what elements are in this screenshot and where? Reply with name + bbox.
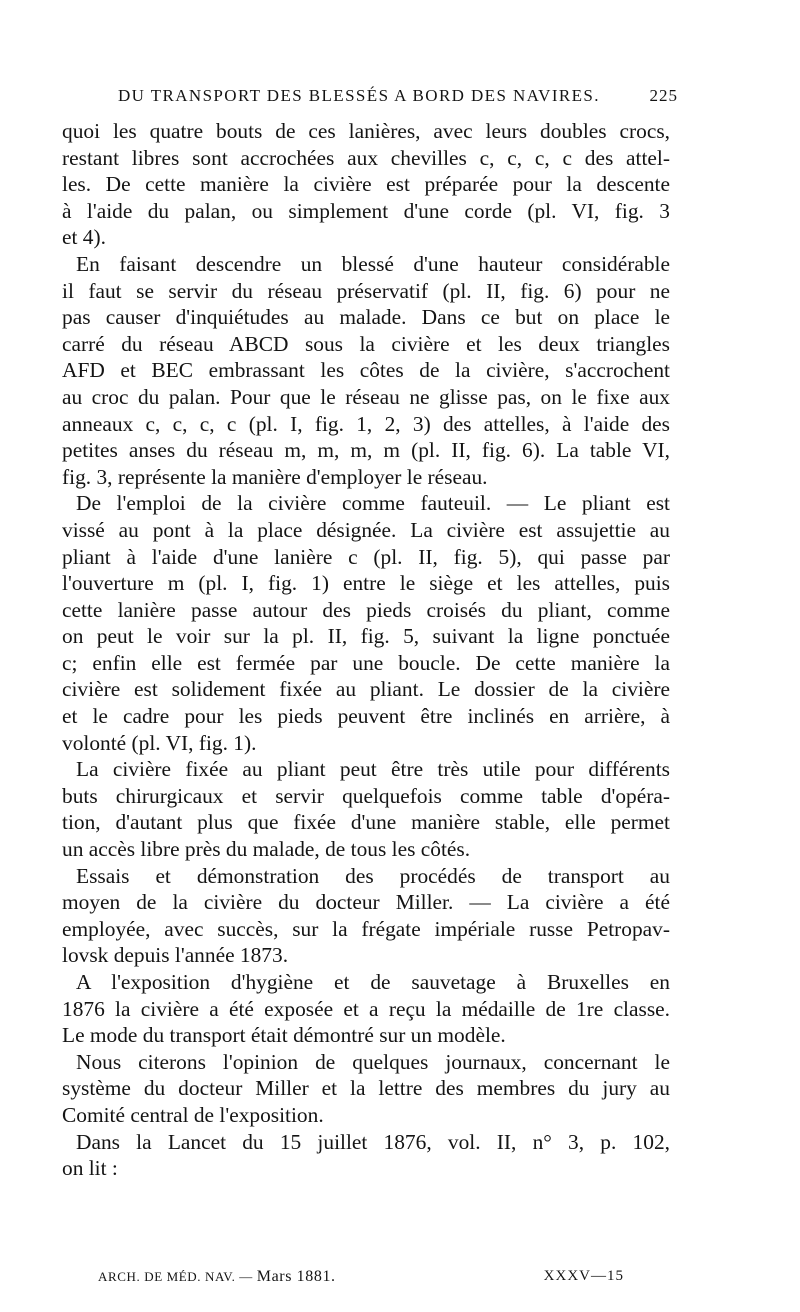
text-line: Comité central de l'exposition.: [62, 1102, 324, 1127]
text-line: La civière fixée au pliant peut être très utile pour différents: [76, 757, 670, 782]
text-line: un accès libre près du malade, de tous les côtés.: [62, 837, 471, 862]
text-line: à l'aide du palan, ou simplement d'une corde (pl. VI, fig. 3: [62, 198, 670, 223]
text-line: Dans la Lancet du 15 juillet 1876, vol. II, n° 3, p. 102,: [76, 1129, 670, 1154]
text-line: système du docteur Miller et la lettre des membres du jury au: [62, 1076, 670, 1101]
text-line: l'ouverture m (pl. I, fig. 1) entre le siège et les attelles, puis: [62, 571, 670, 596]
text-line: on lit :: [62, 1156, 118, 1181]
text-line: 1876 la civière a été exposée et a reçu la médaille de 1re classe.: [62, 996, 670, 1021]
running-title: DU TRANSPORT DES BLESSÉS A BORD DES NAVIRES.: [118, 86, 600, 105]
text-line: les. De cette manière la civière est préparée pour la descente: [62, 172, 670, 197]
text-line: au croc du palan. Pour que le réseau ne glisse pas, on le fixe aux: [62, 384, 670, 409]
footer-signature: XXXV—15: [543, 1268, 624, 1284]
running-head: [118, 86, 678, 110]
text-line: volonté (pl. VI, fig. 1).: [62, 730, 257, 755]
text-line: moyen de la civière du docteur Miller. — La civière a été: [62, 890, 670, 915]
text-line: et 4).: [62, 225, 106, 250]
text-line: Nous citerons l'opinion de quelques journaux, concernant le: [76, 1049, 670, 1074]
text-line: pliant à l'aide d'une lanière c (pl. II, fig. 5), qui passe par: [62, 544, 670, 569]
text-line: petites anses du réseau m, m, m, m (pl. II, fig. 6). La table VI,: [62, 438, 670, 463]
body-text: [62, 118, 670, 1182]
text-line: pas causer d'inquiétudes au malade. Dans ce but on place le: [62, 305, 670, 330]
text-line: A l'exposition d'hygiène et de sauvetage à Bruxelles en: [76, 970, 670, 994]
text-line: c; enfin elle est fermée par une boucle. De cette manière la: [62, 650, 670, 675]
text-line: anneaux c, c, c, c (pl. I, fig. 1, 2, 3) des attelles, à l'aide des: [62, 411, 670, 436]
text-line: lovsk depuis l'année 1873.: [62, 943, 289, 968]
text-line: AFD et BEC embrassant les côtes de la civière, s'accrochent: [62, 358, 670, 383]
text-line: En faisant descendre un blessé d'une hauteur considérable: [76, 251, 670, 276]
text-line: carré du réseau ABCD sous la civière et les deux triangles: [62, 331, 670, 356]
footer-date: Mars 1881.: [256, 1268, 336, 1285]
text-line: il faut se servir du réseau préservatif (pl. II, fig. 6) pour ne: [62, 278, 670, 303]
text-line: quoi les quatre bouts de ces lanières, avec leurs doubles crocs,: [62, 119, 670, 143]
text-line: buts chirurgicaux et servir quelquefois comme table d'opéra-: [62, 783, 670, 808]
text-line: cette lanière passe autour des pieds croisés du pliant, comme: [62, 597, 670, 622]
text-line: civière est solidement fixée au pliant. Le dossier de la civière: [62, 677, 670, 702]
text-line: fig. 3, représente la manière d'employer le réseau.: [62, 464, 488, 489]
text-line: vissé au pont à la place désignée. La civière est assujettie au: [62, 517, 670, 542]
text-line: tion, d'autant plus que fixée d'une manière stable, elle permet: [62, 810, 670, 835]
page-number: 225: [649, 86, 678, 105]
text-line: Le mode du transport était démontré sur un modèle.: [62, 1023, 506, 1048]
text-line: De l'emploi de la civière comme fauteuil. — Le pliant est: [76, 491, 670, 516]
text-line: on peut le voir sur la pl. II, fig. 5, suivant la ligne ponctuée: [62, 624, 670, 649]
footer-journal-name: ARCH. DE MÉD. NAV. —: [98, 1269, 253, 1284]
text-line: restant libres sont accrochées aux chevilles c, c, c, c des attel-: [62, 145, 670, 170]
text-line: employée, avec succès, sur la frégate impériale russe Petropav-: [62, 916, 670, 941]
text-line: Essais et démonstration des procédés de transport au: [76, 863, 670, 888]
footer-journal: [98, 1268, 336, 1286]
page-footer: [98, 1268, 624, 1290]
text-line: et le cadre pour les pieds peuvent être inclinés en arrière, à: [62, 704, 670, 729]
